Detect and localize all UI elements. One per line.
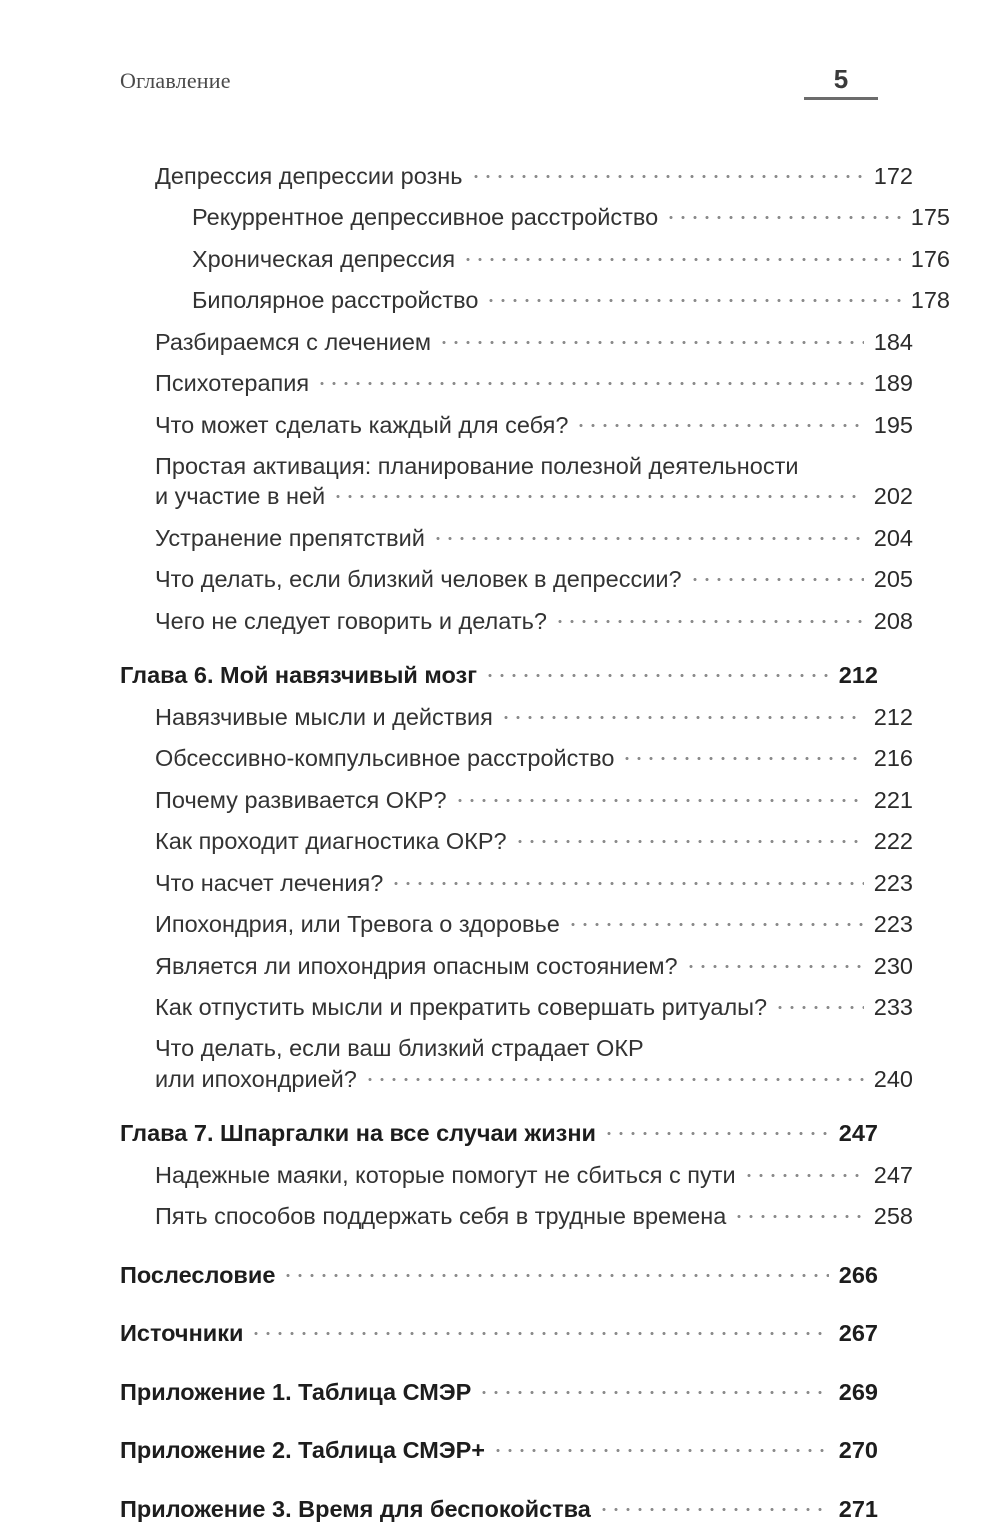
toc-dot-leader xyxy=(685,950,864,974)
toc-entry-page-number: 176 xyxy=(910,245,950,272)
toc-entry-label: Психотерапия xyxy=(155,370,310,396)
toc-entry-label: или ипохондрией? xyxy=(155,1065,357,1092)
toc-entry-label: Навязчивые мысли и действия xyxy=(155,703,493,730)
toc-entry-page-number: 208 xyxy=(873,607,913,634)
toc-entry-page-number: 267 xyxy=(838,1320,878,1346)
toc-dot-leader xyxy=(364,1063,864,1087)
toc-entry-label: Ипохондрия, или Тревога о здоровье xyxy=(155,911,560,937)
folio xyxy=(804,64,878,100)
toc-entry[interactable] xyxy=(155,451,913,481)
toc-dot-leader xyxy=(621,743,864,767)
toc-entry[interactable] xyxy=(155,409,913,440)
toc-dot-leader xyxy=(462,243,901,267)
toc-entry-page-number: 184 xyxy=(873,328,913,355)
toc-entry-page-number: 223 xyxy=(873,911,913,937)
toc-entry[interactable] xyxy=(192,243,950,274)
toc-entry-label: Что делать, если близкий человек в депрессии? xyxy=(155,566,682,592)
toc-entry-label: Глава 7. Шпаргалки на все случаи жизни xyxy=(120,1120,596,1146)
toc-dot-leader xyxy=(743,1159,864,1183)
toc-entry-label: Чего не следует говорить и делать? xyxy=(155,607,547,634)
toc-entry-label: Что делать, если ваш близкий страдает ОКР xyxy=(155,1035,644,1061)
toc-entry[interactable] xyxy=(155,1159,913,1190)
toc-entry-label: Пять способов поддержать себя в трудные времена xyxy=(155,1203,727,1229)
toc-dot-leader xyxy=(665,202,901,226)
toc-entry-page-number: 247 xyxy=(838,1120,878,1146)
toc-entry[interactable] xyxy=(155,909,913,940)
toc-entry[interactable] xyxy=(155,1033,913,1063)
toc-entry-page-number: 223 xyxy=(873,869,913,896)
toc-entry-label: Послесловие xyxy=(120,1261,276,1288)
toc-entry[interactable] xyxy=(155,826,913,857)
toc-entry-page-number: 270 xyxy=(838,1437,878,1463)
toc-dot-leader xyxy=(733,1201,864,1225)
toc-dot-leader xyxy=(282,1259,829,1283)
toc-dot-leader xyxy=(492,1435,829,1459)
toc-entry[interactable] xyxy=(155,368,913,399)
toc-entry-page-number: 230 xyxy=(873,952,913,979)
toc-dot-leader xyxy=(575,409,864,433)
toc-entry[interactable] xyxy=(155,1063,913,1094)
toc-entry[interactable] xyxy=(155,992,913,1023)
running-head-title: Оглавление xyxy=(120,68,231,93)
toc-entry-page-number: 269 xyxy=(838,1378,878,1405)
toc-entry-page-number: 221 xyxy=(873,786,913,813)
toc-entry-page-number: 212 xyxy=(838,662,878,688)
toc-entry-page-number: 216 xyxy=(873,745,913,771)
toc-entry-label: Простая активация: планирование полезной деятельности xyxy=(155,452,799,479)
toc-dot-leader xyxy=(390,867,864,891)
toc-entry[interactable] xyxy=(155,522,913,553)
toc-entry-page-number: 204 xyxy=(873,524,913,551)
toc-dot-leader xyxy=(316,368,864,392)
toc-dot-leader xyxy=(438,326,864,350)
toc-entry-label: Депрессия депрессии рознь xyxy=(155,162,463,189)
toc-entry[interactable] xyxy=(155,160,913,191)
toc-entry-label: Как отпустить мысли и прекратить совершать ритуалы? xyxy=(155,994,768,1020)
toc-entry[interactable] xyxy=(120,660,878,691)
folio-rule xyxy=(804,97,878,100)
toc-entry-page-number: 195 xyxy=(873,411,913,438)
toc-entry-page-number: 240 xyxy=(873,1065,913,1092)
table-of-contents xyxy=(120,160,950,1535)
toc-entry[interactable] xyxy=(155,743,913,774)
toc-entry-page-number: 202 xyxy=(873,483,913,509)
toc-entry-label: Почему развивается ОКР? xyxy=(155,786,447,813)
toc-dot-leader xyxy=(250,1318,829,1342)
toc-entry[interactable] xyxy=(120,1376,878,1407)
toc-entry-page-number: 189 xyxy=(873,370,913,396)
toc-entry-page-number: 172 xyxy=(873,162,913,189)
toc-dot-leader xyxy=(470,160,864,184)
toc-entry-label: Хроническая депрессия xyxy=(192,245,456,272)
toc-entry-label: Приложение 1. Таблица СМЭР xyxy=(120,1378,472,1405)
toc-dot-leader xyxy=(514,826,864,850)
toc-dot-leader xyxy=(689,564,864,588)
toc-entry-label: Надежные маяки, которые помогут не сбиться с пути xyxy=(155,1161,736,1188)
toc-entry-page-number: 247 xyxy=(873,1161,913,1188)
toc-entry-label: Разбираемся с лечением xyxy=(155,328,432,355)
toc-entry[interactable] xyxy=(155,784,913,815)
toc-entry[interactable] xyxy=(155,1201,913,1232)
toc-entry[interactable] xyxy=(155,867,913,898)
toc-entry-label: Что насчет лечения? xyxy=(155,869,384,896)
toc-entry[interactable] xyxy=(192,285,950,316)
toc-entry-label: и участие в ней xyxy=(155,483,326,509)
toc-entry[interactable] xyxy=(155,950,913,981)
toc-dot-leader xyxy=(484,660,829,684)
toc-entry[interactable] xyxy=(120,1493,878,1524)
toc-dot-leader xyxy=(432,522,864,546)
toc-entry-label: Что может сделать каждый для себя? xyxy=(155,411,569,438)
toc-dot-leader xyxy=(332,481,864,505)
toc-entry[interactable] xyxy=(155,481,913,512)
toc-entry[interactable] xyxy=(192,202,950,233)
folio-page-number: 5 xyxy=(833,64,849,94)
toc-entry-label: Глава 6. Мой навязчивый мозг xyxy=(120,662,477,688)
toc-entry[interactable] xyxy=(120,1435,878,1466)
toc-entry-label: Как проходит диагностика ОКР? xyxy=(155,828,507,854)
toc-entry-page-number: 175 xyxy=(910,204,950,230)
toc-dot-leader xyxy=(500,701,864,725)
toc-entry-page-number: 258 xyxy=(873,1203,913,1229)
toc-entry-page-number: 178 xyxy=(910,287,950,313)
toc-entry[interactable] xyxy=(155,564,913,595)
toc-entry-label: Источники xyxy=(120,1320,244,1346)
toc-dot-leader xyxy=(485,285,901,309)
toc-dot-leader xyxy=(554,605,864,629)
toc-entry[interactable] xyxy=(120,1259,878,1290)
toc-entry[interactable] xyxy=(155,701,913,732)
toc-entry-label: Устранение препятствий xyxy=(155,524,425,551)
toc-entry-label: Обсессивно-компульсивное расстройство xyxy=(155,745,615,771)
running-head xyxy=(120,64,878,110)
toc-dot-leader xyxy=(567,909,864,933)
toc-dot-leader xyxy=(478,1376,829,1400)
toc-entry-label: Является ли ипохондрия опасным состоянием? xyxy=(155,952,678,979)
toc-entry-label: Приложение 3. Время для беспокойства xyxy=(120,1495,591,1522)
toc-entry-label: Биполярное расстройство xyxy=(192,287,479,313)
toc-entry-page-number: 271 xyxy=(838,1495,878,1522)
toc-entry[interactable] xyxy=(120,1318,878,1349)
toc-entry[interactable] xyxy=(155,605,913,636)
toc-entry-label: Рекуррентное депрессивное расстройство xyxy=(192,204,659,230)
toc-entry-page-number: 266 xyxy=(838,1261,878,1288)
toc-entry-page-number: 205 xyxy=(873,566,913,592)
toc-entry-page-number: 233 xyxy=(873,994,913,1020)
toc-entry[interactable] xyxy=(155,326,913,357)
toc-dot-leader xyxy=(454,784,864,808)
toc-entry-page-number: 222 xyxy=(873,828,913,854)
toc-entry-page-number: 212 xyxy=(873,703,913,730)
toc-entry[interactable] xyxy=(120,1118,878,1149)
toc-dot-leader xyxy=(603,1118,829,1142)
toc-entry-label: Приложение 2. Таблица СМЭР+ xyxy=(120,1437,485,1463)
toc-dot-leader xyxy=(774,992,864,1016)
toc-dot-leader xyxy=(598,1493,829,1517)
